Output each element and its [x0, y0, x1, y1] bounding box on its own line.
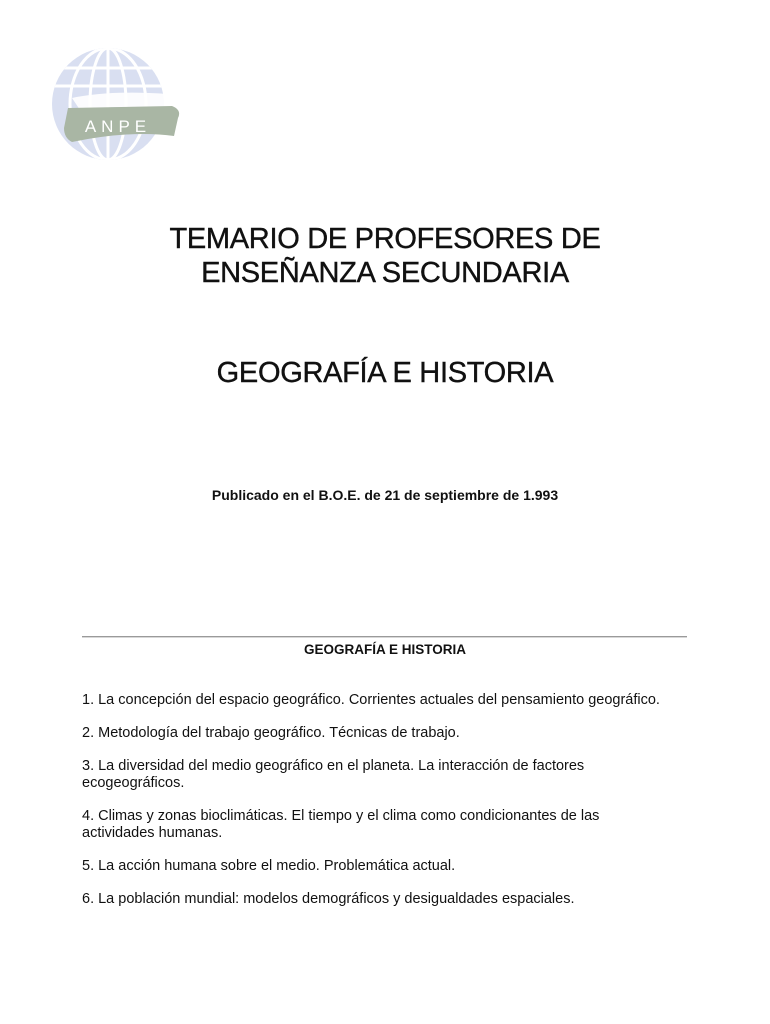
topic-item: 6. La población mundial: modelos demográficos y desigualdades espaciales. [82, 891, 575, 907]
topic-item: 5. La acción humana sobre el medio. Problemática actual. [82, 858, 456, 874]
document-title [0, 222, 770, 290]
topic-item: 4. Climas y zonas bioclimáticas. El tiempo y el clima como condicionantes de las actividades humanas. [82, 808, 600, 841]
topic-item: 3. La diversidad del medio geográfico en el planeta. La interacción de factores ecogeográficos. [82, 758, 585, 791]
title-line-2: ENSEÑANZA SECUNDARIA [201, 257, 569, 289]
title-line-1: TEMARIO DE PROFESORES DE [169, 223, 601, 255]
topic-item: 1. La concepción del espacio geográfico. Corrientes actuales del pensamiento geográfico. [82, 692, 660, 708]
subject-title: GEOGRAFÍA E HISTORIA [216, 357, 554, 389]
globe-logo-icon [50, 46, 184, 164]
topic-item: 2. Metodología del trabajo geográfico. Técnicas de trabajo. [82, 725, 460, 741]
topic-list [82, 692, 662, 924]
section-divider [82, 636, 687, 638]
publication-note: Publicado en el B.O.E. de 21 de septiembre de 1.993 [211, 487, 559, 503]
anpe-logo [50, 46, 184, 164]
logo-text: ANPE [84, 117, 152, 136]
section-heading: GEOGRAFÍA E HISTORIA [303, 642, 466, 657]
